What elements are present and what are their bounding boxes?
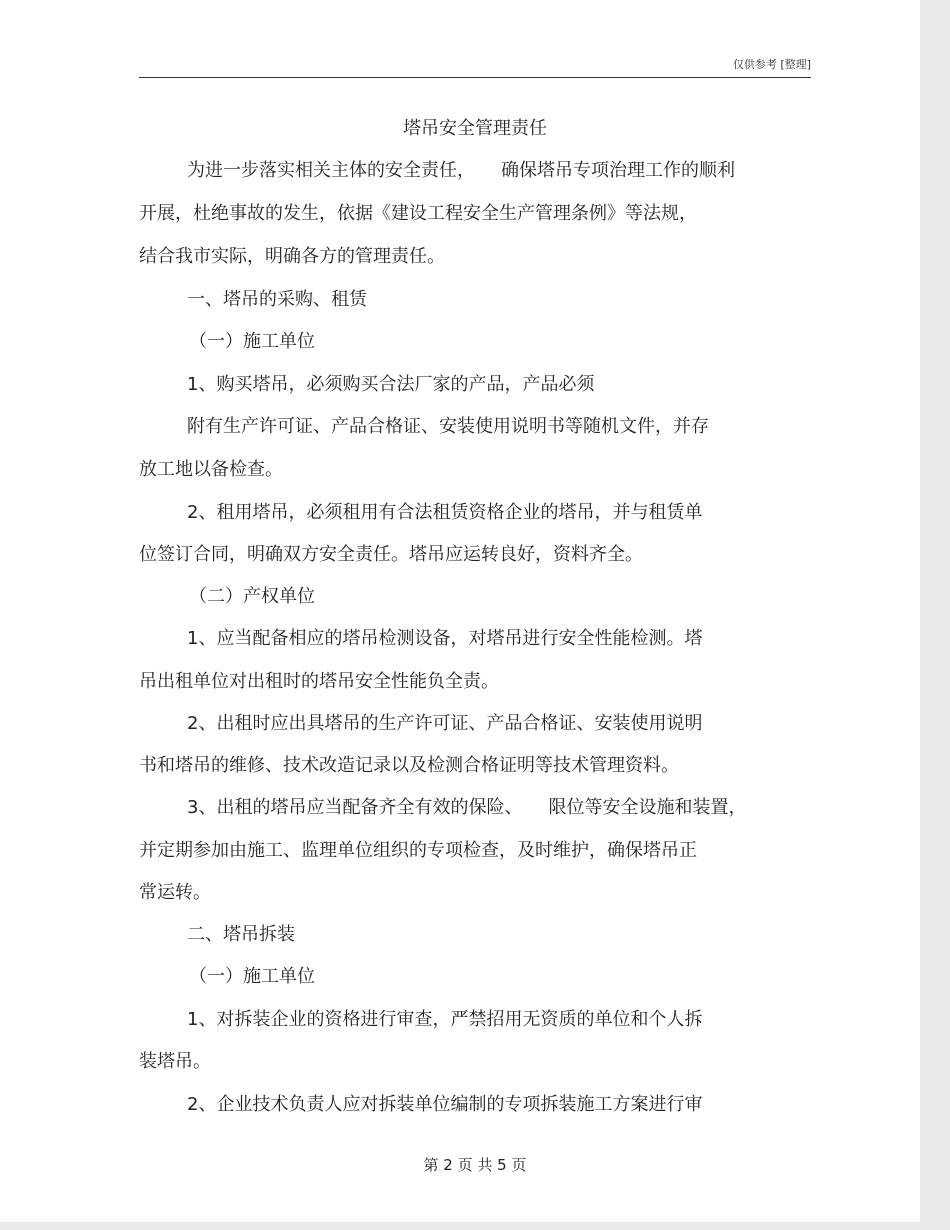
paragraph-line: 1、对拆装企业的资格进行审查，严禁招用无资质的单位和个人拆 — [187, 1009, 703, 1030]
paragraph-line: 书和塔吊的维修、技术改造记录以及检测合格证明等技术管理资料。 — [139, 755, 679, 776]
paragraph-line: 2、出租时应出具塔吊的生产许可证、产品合格证、安装使用说明 — [187, 713, 703, 734]
paragraph-line: 2、企业技术负责人应对拆装单位编制的专项拆装施工方案进行审 — [187, 1094, 703, 1115]
header-rule — [139, 77, 811, 78]
paragraph-line: 开展，杜绝事故的发生，依据《建设工程安全生产管理条例》等法规， — [139, 203, 697, 224]
paragraph-line: 装塔吊。 — [139, 1051, 211, 1072]
paragraph-line: 并定期参加由施工、监理单位组织的专项检查，及时维护，确保塔吊正 — [139, 840, 697, 861]
paragraph-line: 2、租用塔吊，必须租用有合法租赁资格企业的塔吊，并与租赁单 — [187, 502, 703, 523]
page-footer: 第 2 页 共 5 页 — [423, 1156, 527, 1174]
paragraph-line: 附有生产许可证、产品合格证、安装使用说明书等随机文件，并存 — [187, 416, 709, 437]
paragraph-line: 常运转。 — [139, 882, 211, 903]
paragraph-line: 1、购买塔吊，必须购买合法厂家的产品，产品必须 — [187, 374, 595, 395]
paragraph-line: 3、出租的塔吊应当配备齐全有效的保险、 限位等安全设施和装置， — [187, 797, 747, 818]
paragraph-line: 放工地以备检查。 — [139, 459, 283, 480]
paragraph-line: 为进一步落实相关主体的安全责任， 确保塔吊专项治理工作的顺利 — [187, 160, 735, 181]
subsection-heading: （一）施工单位 — [189, 966, 315, 987]
page-header: 仅供参考 [整理] — [732, 58, 811, 71]
subsection-heading: （一）施工单位 — [189, 331, 315, 352]
paragraph-line: 1、应当配备相应的塔吊检测设备，对塔吊进行安全性能检测。塔 — [187, 628, 703, 649]
document-title: 塔吊安全管理责任 — [403, 118, 547, 139]
subsection-heading: （二）产权单位 — [189, 586, 315, 607]
section-heading: 二、塔吊拆装 — [187, 924, 295, 945]
paragraph-line: 吊出租单位对出租时的塔吊安全性能负全责。 — [139, 671, 499, 692]
paragraph-line: 结合我市实际，明确各方的管理责任。 — [139, 246, 445, 267]
paragraph-line: 位签订合同，明确双方安全责任。塔吊应运转良好，资料齐全。 — [139, 544, 643, 565]
section-heading: 一、塔吊的采购、租赁 — [187, 289, 367, 310]
